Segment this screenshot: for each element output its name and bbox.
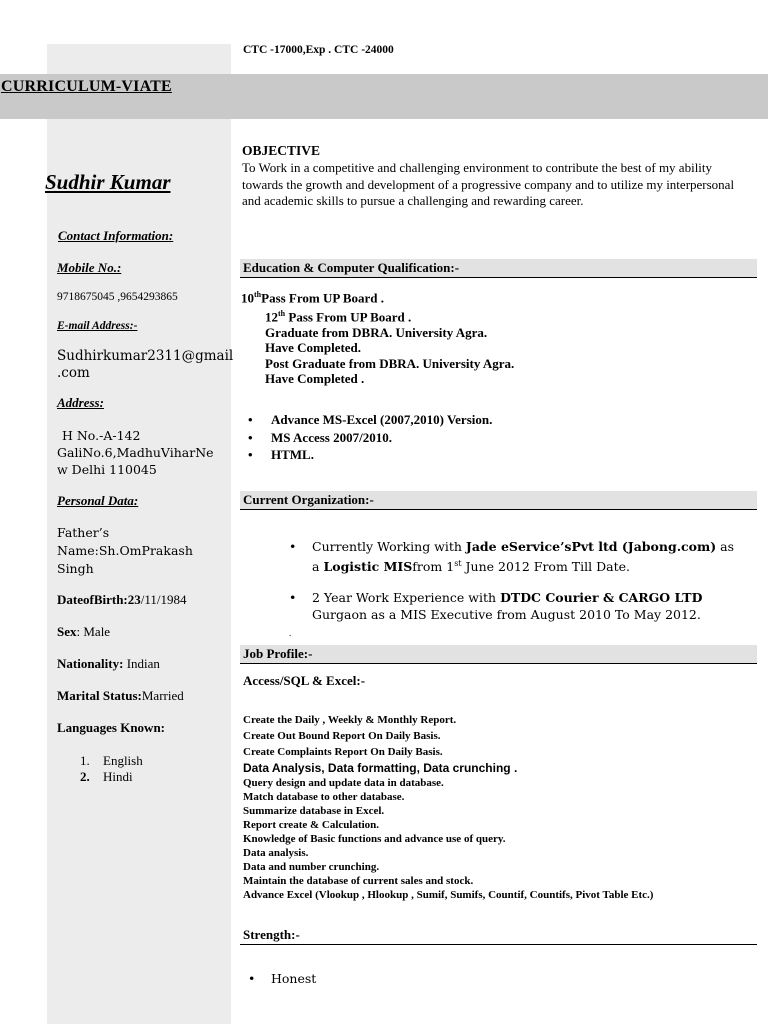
list-item: Create the Daily , Weekly & Monthly Report. bbox=[243, 714, 457, 726]
edu-sup: th bbox=[254, 290, 262, 299]
org-text: Currently Working with bbox=[312, 539, 466, 554]
job-subheading: Access/SQL & Excel:- bbox=[243, 673, 366, 688]
strength-list bbox=[244, 971, 316, 986]
org-role: Logistic MIS bbox=[323, 559, 413, 575]
organization-list bbox=[285, 538, 745, 623]
edu-text: Pass From UP Board . bbox=[285, 309, 412, 325]
edu-text: 12 bbox=[265, 309, 278, 325]
mobile-label: Mobile No.: bbox=[57, 260, 122, 275]
date-of-birth bbox=[57, 592, 187, 608]
sex bbox=[57, 624, 110, 640]
list-item: Data and number crunching. bbox=[243, 861, 380, 873]
email-line: .com bbox=[57, 365, 90, 381]
list-item: Knowledge of Basic functions and advance use of query. bbox=[243, 833, 506, 845]
contact-label: Contact Information: bbox=[58, 228, 174, 243]
dob-rest: /11/1984 bbox=[140, 592, 187, 607]
edu-text: 10 bbox=[241, 290, 254, 306]
languages-list bbox=[80, 753, 143, 785]
nationality bbox=[57, 656, 160, 672]
list-item: Summarize database in Excel. bbox=[243, 805, 385, 817]
list-item: Maintain the database of current sales and stock. bbox=[243, 875, 474, 887]
languages-label: Languages Known: bbox=[57, 720, 165, 735]
job-duties-list bbox=[243, 712, 763, 902]
email-line: Sudhirkumar2311@gmail bbox=[57, 348, 234, 364]
list-item bbox=[285, 589, 745, 623]
sex-value: : Male bbox=[76, 624, 111, 639]
organization-heading: Current Organization:- bbox=[240, 491, 757, 510]
education-line: Have Completed. bbox=[265, 340, 362, 356]
org-text: Gurgaon as a MIS Executive from August 2010 To May 2012. bbox=[312, 607, 701, 623]
list-item: Data analysis. bbox=[243, 847, 309, 859]
father-line: Father’s bbox=[57, 525, 110, 540]
objective-title: OBJECTIVE bbox=[242, 143, 321, 158]
dob-label: DateofBirth: bbox=[57, 592, 128, 607]
address-line: w Delhi 110045 bbox=[57, 462, 157, 477]
list-item: Create Out Bound Report On Daily Basis. bbox=[243, 730, 441, 742]
education-line: Have Completed . bbox=[265, 371, 365, 387]
org-text: as a bbox=[312, 539, 734, 575]
language-name: Hindi bbox=[103, 769, 133, 784]
education-list bbox=[241, 287, 514, 387]
marital-status bbox=[57, 688, 184, 704]
address-line: GaliNo.6,MadhuViharNe bbox=[57, 445, 214, 460]
list-item: • Honest bbox=[244, 971, 316, 986]
org-text: from 1 bbox=[412, 559, 455, 575]
org-text: 2 Year Work Experience with bbox=[312, 590, 501, 606]
candidate-name: Sudhir Kumar bbox=[45, 170, 171, 194]
address-value bbox=[57, 427, 214, 478]
marital-value: Married bbox=[141, 688, 184, 703]
education-line: Graduate from DBRA. University Agra. bbox=[265, 324, 488, 340]
address-line: H No.-A-142 bbox=[62, 428, 141, 443]
address-label: Address: bbox=[57, 395, 104, 410]
education-line bbox=[241, 287, 514, 306]
list-item: Create Complaints Report On Daily Basis. bbox=[243, 746, 443, 758]
list-item: Query design and update data in database. bbox=[243, 777, 444, 789]
org-company: DTDC Courier & CARGO LTD bbox=[500, 590, 703, 606]
dob-day: 23 bbox=[127, 592, 141, 607]
edu-text: Pass From UP Board . bbox=[261, 290, 385, 306]
marital-label: Marital Status: bbox=[57, 688, 142, 703]
edu-sup: th bbox=[278, 308, 286, 318]
personal-data-label: Personal Data: bbox=[57, 493, 139, 508]
strength-heading: Strength:- bbox=[240, 926, 757, 945]
ctc-line: CTC -17000,Exp . CTC -24000 bbox=[243, 44, 394, 56]
list-item bbox=[285, 538, 745, 575]
language-item bbox=[80, 769, 143, 785]
job-profile-heading: Job Profile:- bbox=[240, 645, 757, 664]
language-num: 1. bbox=[80, 753, 90, 768]
list-item: • MS Access 2007/2010. bbox=[244, 429, 492, 447]
language-name: English bbox=[103, 753, 143, 768]
education-line: Post Graduate from DBRA. University Agra. bbox=[265, 355, 515, 371]
education-line bbox=[241, 306, 514, 325]
list-item: Data Analysis, Data formatting, Data crunching . bbox=[243, 761, 518, 775]
list-item: Advance Excel (Vlookup , Hlookup , Sumif, Sumifs, Countif, Countifs, Pivot Table Etc.) bbox=[243, 889, 654, 901]
father-line: Singh bbox=[57, 561, 94, 576]
list-item: • HTML. bbox=[244, 446, 492, 464]
email-label: E-mail Address:- bbox=[57, 320, 138, 332]
objective-text: To Work in a competitive and challenging environment to contribute the best of my ability towards the growth and development of a progressive company and to utilize my interpersonal and academic skills to pursue a challenging and rewarding career. bbox=[242, 160, 735, 208]
computer-skills-list bbox=[244, 411, 492, 464]
mobile-value: 9718675045 ,9654293865 bbox=[57, 291, 178, 303]
nationality-label: Nationality: bbox=[57, 656, 124, 671]
language-num: 2. bbox=[80, 769, 90, 784]
org-text: June 2012 From Till Date. bbox=[461, 559, 630, 575]
list-item: • Advance MS-Excel (2007,2010) Version. bbox=[244, 411, 492, 429]
father-line: Name:Sh.OmPrakash bbox=[57, 543, 193, 558]
language-item bbox=[80, 753, 143, 769]
list-item: Report create & Calculation. bbox=[243, 819, 380, 831]
father-name bbox=[57, 524, 193, 578]
document-title: CURRICULUM-VIATE bbox=[1, 78, 172, 95]
org-company: Jade eService’sPvt ltd (Jabong.com) bbox=[465, 539, 717, 554]
sex-label: Sex bbox=[57, 624, 77, 639]
list-item: Match database to other database. bbox=[243, 791, 405, 803]
email-value bbox=[57, 348, 233, 382]
nationality-value: Indian bbox=[123, 656, 160, 671]
org-sup: st bbox=[454, 559, 462, 568]
stray-dot: . bbox=[289, 628, 292, 638]
education-heading: Education & Computer Qualification:- bbox=[240, 259, 757, 278]
